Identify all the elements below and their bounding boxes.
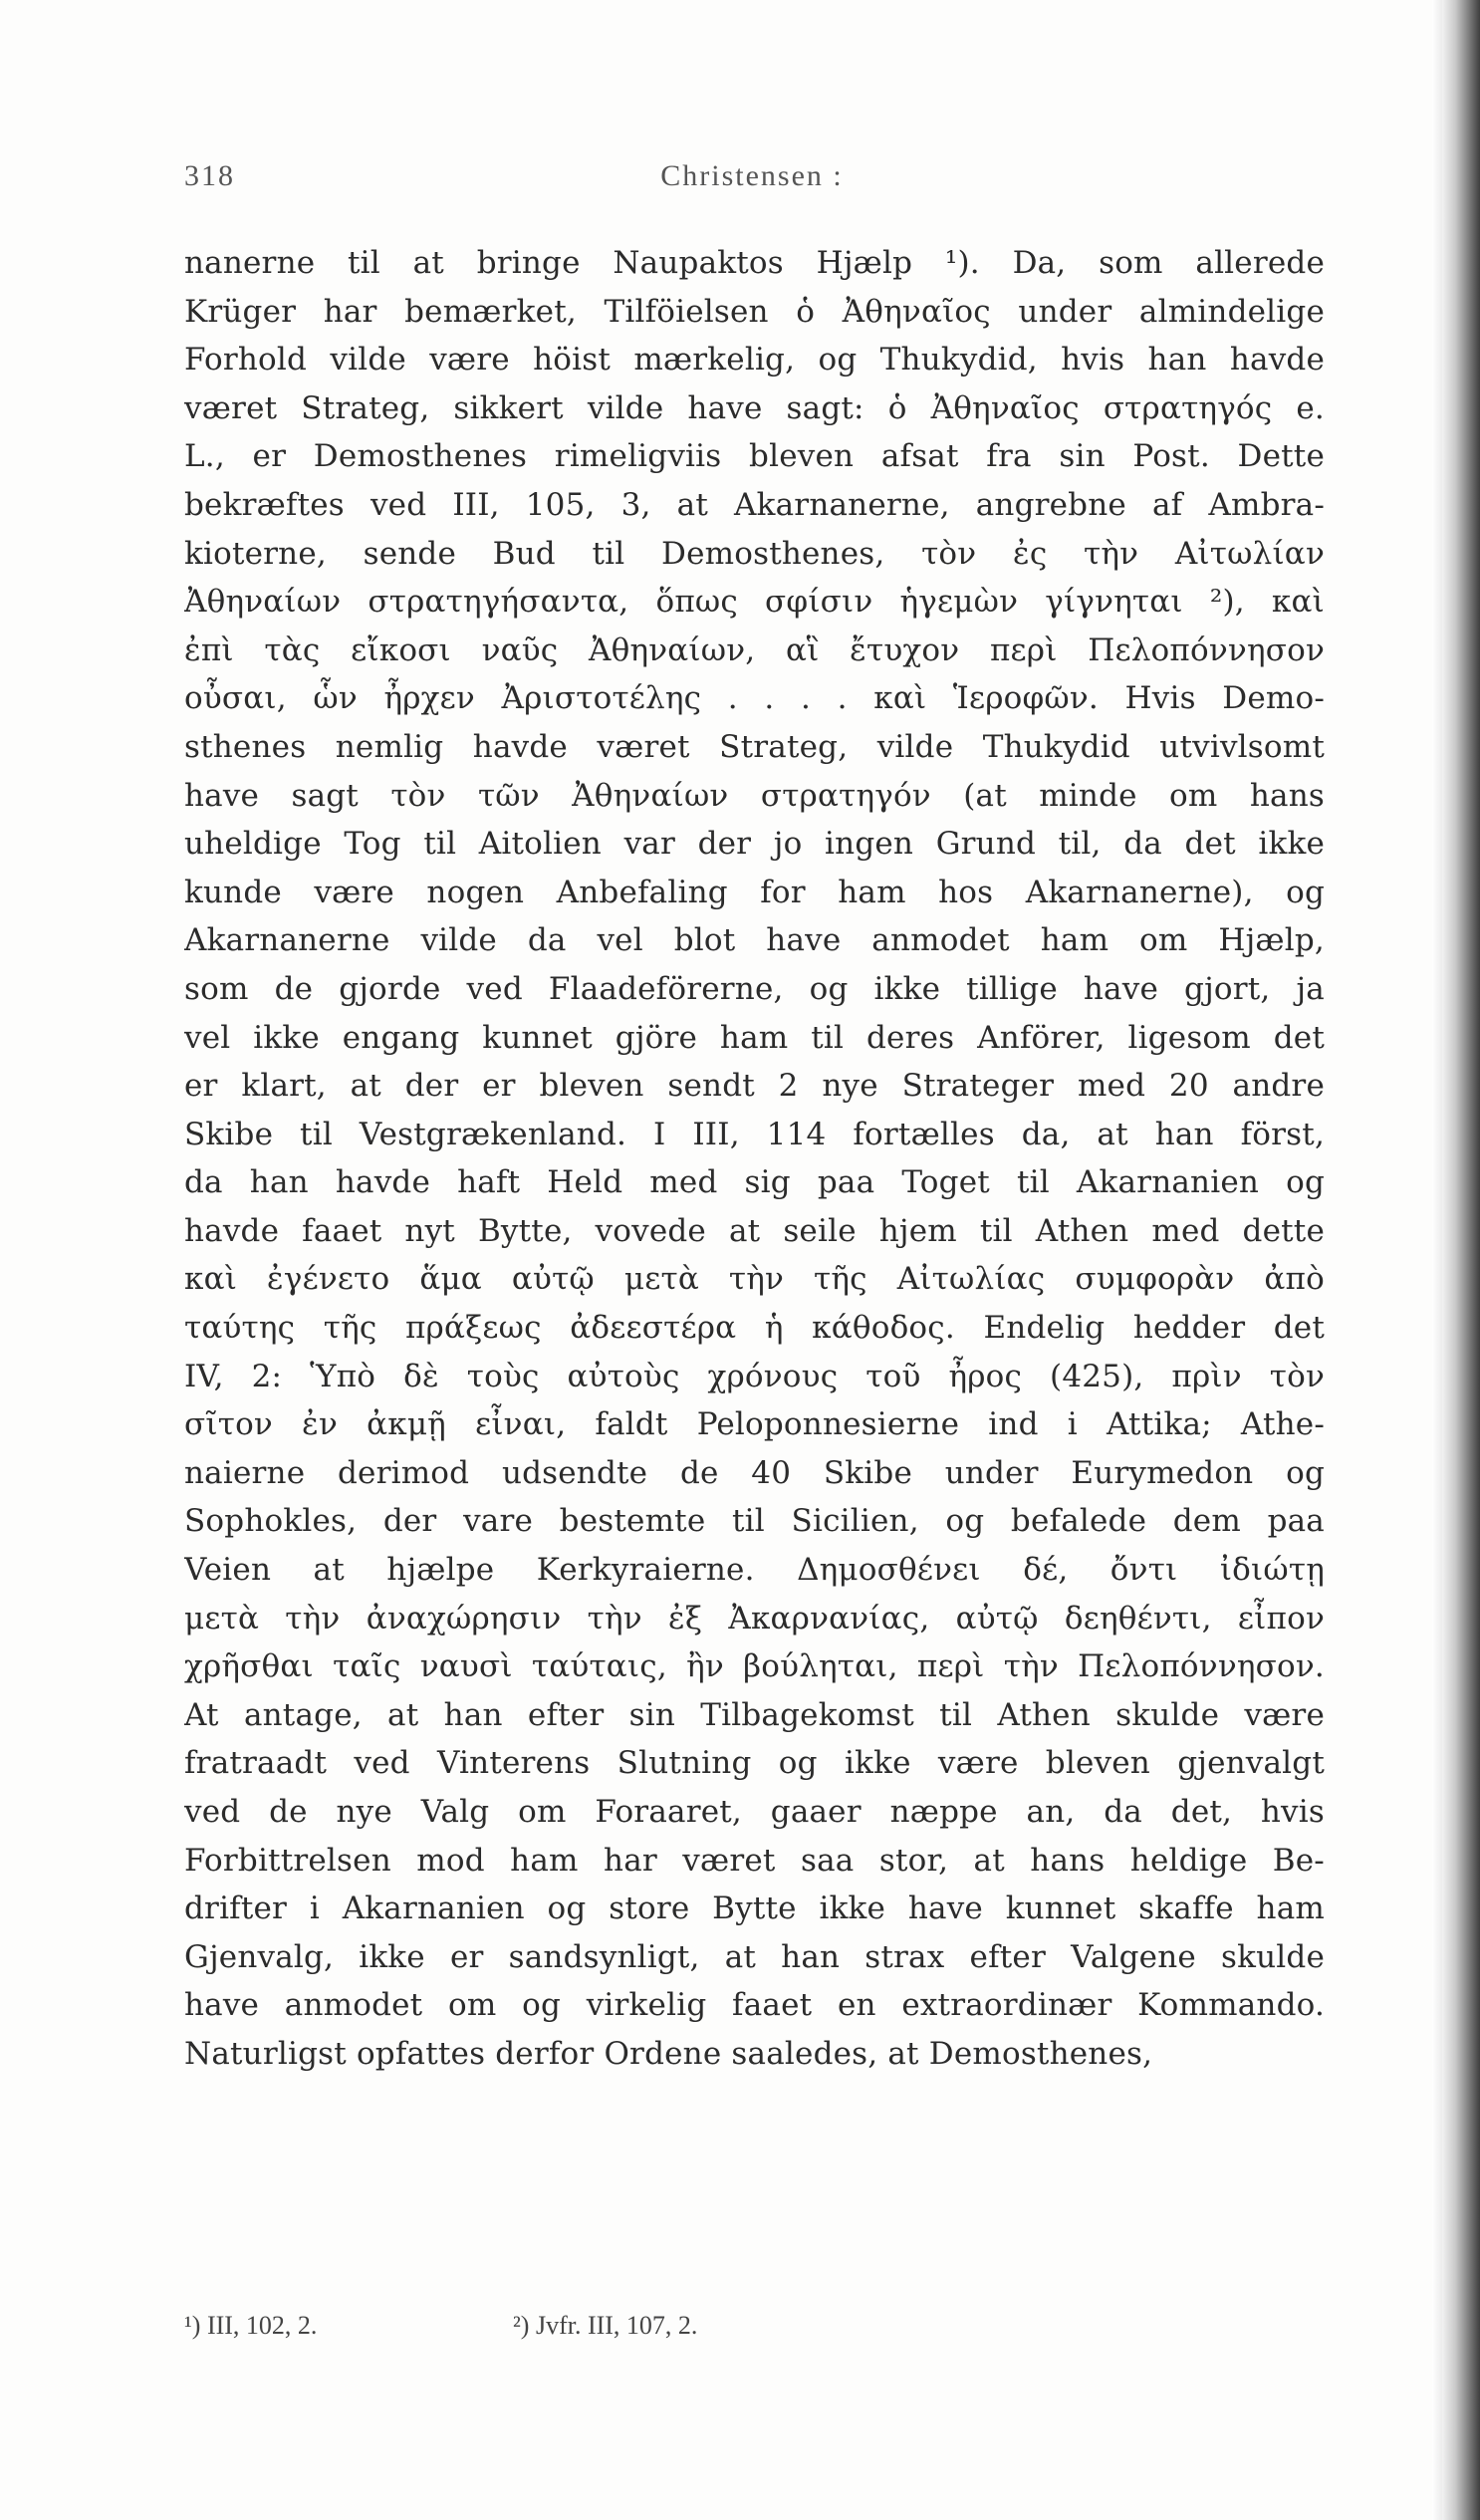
- text-line: drifter i Akarnanien og store Bytte ikke have kunnet skaffe ham: [184, 1890, 1325, 1927]
- text-line: καὶ ἐγένετο ἅμα αὐτῷ μετὰ τὴν τῆς Αἰτωλίας συμφορὰν ἀπὸ: [184, 1261, 1325, 1298]
- text-line: ταύτης τῆς πράξεως ἀδεεστέρα ἡ κάθοδος. Endelig hedder det: [184, 1310, 1325, 1347]
- text-line: kunde være nogen Anbefaling for ham hos Akarnanerne), og: [184, 874, 1325, 910]
- text-line: L., er Demosthenes rimeligviis bleven afsat fra sin Post. Dette: [184, 438, 1325, 475]
- text-line: som de gjorde ved Flaadeförerne, og ikke tillige have gjort, ja: [184, 970, 1325, 1007]
- text-line: kioterne, sende Bud til Demosthenes, τὸν ἐς τὴν Αἰτωλίαν: [184, 535, 1325, 572]
- text-line: da han havde haft Held med sig paa Toget til Akarnanien og: [184, 1164, 1325, 1201]
- text-line: have sagt τὸν τῶν Ἀθηναίων στρατηγόν (at minde om hans: [184, 777, 1325, 814]
- text-line: μετὰ τὴν ἀναχώρησιν τὴν ἐξ Ἀκαρνανίας, αὐτῷ δεηθέντι, εἶπον: [184, 1600, 1325, 1637]
- text-line: bekræftes ved III, 105, 3, at Akarnanerne, angrebne af Ambra-: [184, 486, 1325, 523]
- text-line: nanerne til at bringe Naupaktos Hjælp ¹). Da, som allerede: [184, 245, 1325, 281]
- text-line: Naturligst opfattes derfor Ordene saaledes, at Demosthenes,: [184, 2035, 1153, 2072]
- text-line: σῖτον ἐν ἀκμῇ εἶναι, faldt Peloponnesierne ind i Attika; Athe-: [184, 1406, 1325, 1443]
- footnotes: [184, 2311, 1325, 2351]
- text-line: uheldige Tog til Aitolien var der jo ingen Grund til, da det ikke: [184, 826, 1325, 863]
- text-line: Gjenvalg, ikke er sandsynligt, at han strax efter Valgene skulde: [184, 1938, 1325, 1975]
- text-line: Veien at hjælpe Kerkyraierne. Δημοσθένει δέ, ὄντι ἰδιώτῃ: [184, 1552, 1325, 1589]
- text-line: Forbittrelsen mod ham har været saa stor, at hans heldige Be-: [184, 1842, 1325, 1879]
- text-line: havde faaet nyt Bytte, vovede at seile hjem til Athen med dette: [184, 1212, 1325, 1249]
- text-line: ved de nye Valg om Foraaret, gaaer næppe an, da det, hvis: [184, 1794, 1325, 1830]
- text-line: Forhold vilde være höist mærkelig, og Thukydid, hvis han havde: [184, 342, 1325, 378]
- text-line: οὖσαι, ὧν ἦρχεν Ἀριστοτέλης . . . . καὶ Ἱεροφῶν. Hvis Demo-: [184, 680, 1325, 717]
- text-line: naierne derimod udsendte de 40 Skibe under Eurymedon og: [184, 1454, 1325, 1491]
- text-line: været Strateg, sikkert vilde have sagt: ὁ Ἀθηναῖος στρατηγός e.: [184, 389, 1325, 426]
- text-line: χρῆσθαι ταῖς ναυσὶ ταύταις, ἢν βούληται, περὶ τὴν Πελοπόννησον.: [184, 1648, 1325, 1685]
- header-title: Christensen :: [660, 159, 844, 192]
- footnote-2: ²) Jvfr. III, 107, 2.: [513, 2311, 698, 2340]
- scan-edge: [1442, 0, 1480, 2520]
- text-line: sthenes nemlig havde været Strateg, vilde Thukydid utvivlsomt: [184, 728, 1325, 765]
- text-line: Krüger har bemærket, Tilföielsen ὁ Ἀθηναῖος under almindelige: [184, 293, 1325, 330]
- page-number: 318: [184, 159, 235, 192]
- footnote-1: ¹) III, 102, 2.: [184, 2311, 318, 2340]
- text-line: Sophokles, der vare bestemte til Sicilien, og befalede dem paa: [184, 1503, 1325, 1540]
- text-line: At antage, at han efter sin Tilbagekomst til Athen skulde være: [184, 1696, 1325, 1733]
- running-head: [184, 159, 1320, 199]
- text-line: Ἀθηναίων στρατηγήσαντα, ὅπως σφίσιν ἡγεμὼν γίγνηται ²), καὶ: [184, 584, 1325, 621]
- text-line: vel ikke engang kunnet gjöre ham til deres Anförer, ligesom det: [184, 1019, 1325, 1056]
- text-line: fratraadt ved Vinterens Slutning og ikke være bleven gjenvalgt: [184, 1745, 1325, 1782]
- text-line: Skibe til Vestgrækenland. I III, 114 fortælles da, at han först,: [184, 1116, 1325, 1152]
- text-line: Akarnanerne vilde da vel blot have anmodet ham om Hjælp,: [184, 922, 1325, 959]
- text-line: have anmodet om og virkelig faaet en extraordinær Kommando.: [184, 1987, 1325, 2024]
- text-line: IV, 2: Ὑπὸ δὲ τοὺς αὐτοὺς χρόνους τοῦ ἦρος (425), πρὶν τὸν: [184, 1358, 1325, 1394]
- scan-shadow: [1432, 0, 1442, 2520]
- text-line: ἐπὶ τὰς εἴκοσι ναῦς Ἀθηναίων, αἳ ἔτυχον περὶ Πελοπόννησον: [184, 631, 1325, 668]
- body-text: [184, 239, 1325, 2079]
- text-line: er klart, at der er bleven sendt 2 nye Strateger med 20 andre: [184, 1068, 1325, 1105]
